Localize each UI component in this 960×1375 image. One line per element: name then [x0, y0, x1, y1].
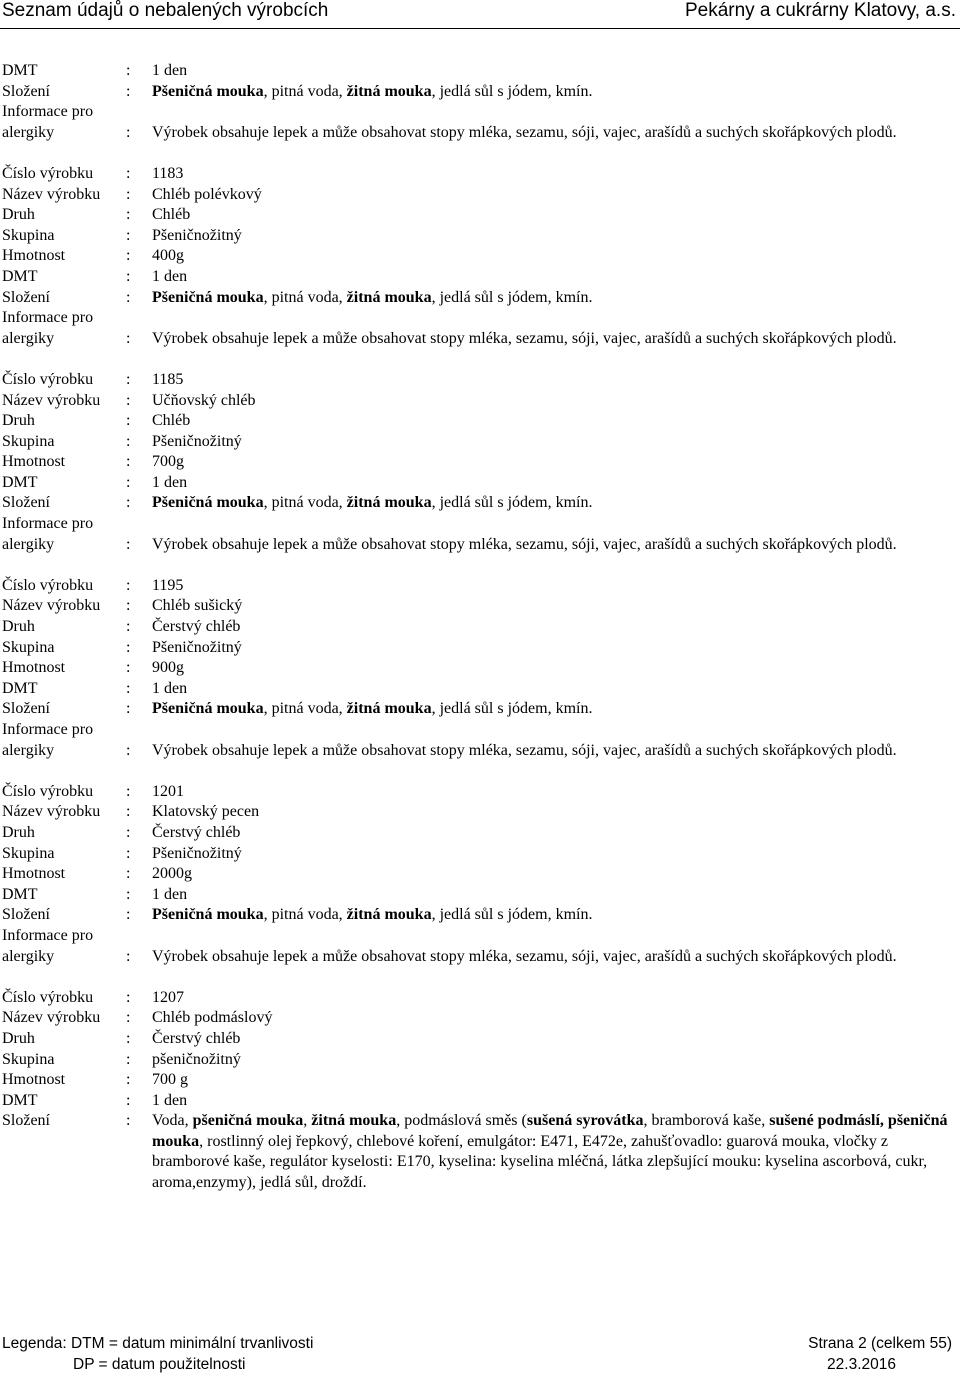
document-date: 22.3.2016 — [827, 1355, 896, 1373]
product-group-label: Skupina — [2, 226, 55, 244]
product-ingredients-row — [2, 288, 952, 309]
product-allergens-label: alergiky — [2, 535, 55, 553]
product-ingredients-text: , jedlá sůl s jódem, kmín. — [431, 494, 593, 512]
product-allergens-row — [2, 514, 952, 535]
product-allergens-row-2 — [2, 947, 952, 968]
product-type-value: Čerstvý chléb — [152, 823, 241, 841]
product-dmt-row — [2, 885, 952, 906]
product-ingredients-text: , jedlá sůl s jódem, kmín. — [431, 288, 593, 306]
colon: : — [126, 288, 131, 306]
product-dmt-row — [2, 61, 952, 82]
product-type-label: Druh — [2, 823, 35, 841]
product-allergens-row-2 — [2, 535, 952, 556]
colon: : — [126, 576, 131, 594]
product-number-value: 1195 — [152, 576, 184, 594]
colon: : — [126, 185, 131, 203]
product-group-row — [2, 1050, 952, 1071]
colon: : — [126, 432, 131, 450]
product-type-label: Druh — [2, 1029, 35, 1047]
product-type-row — [2, 205, 952, 226]
product-dmt-row — [2, 1091, 952, 1112]
colon: : — [126, 267, 131, 285]
product-name-label: Název výrobku — [2, 803, 101, 821]
product-allergens-row — [2, 926, 952, 947]
product-entry — [2, 164, 952, 370]
product-ingredients-text: žitná mouka — [346, 494, 432, 512]
product-ingredients-text: Pšeničná mouka — [152, 288, 264, 306]
product-name-value: Chléb podmáslový — [152, 1009, 273, 1027]
product-ingredients-text: Pšeničná mouka — [152, 494, 264, 512]
product-allergens-label-top: Informace pro — [2, 103, 94, 121]
product-ingredients-text: , pitná voda, — [263, 700, 347, 718]
product-ingredients-text: , podmáslová směs ( — [396, 1112, 527, 1130]
product-dmt-value: 1 den — [152, 679, 188, 697]
product-name-row — [2, 596, 952, 617]
colon: : — [126, 638, 131, 656]
product-group-value: Pšeničnožitný — [152, 844, 242, 862]
product-weight-row — [2, 864, 952, 885]
product-group-row — [2, 844, 952, 865]
product-ingredients-text: , jedlá sůl s jódem, kmín. — [431, 700, 593, 718]
colon: : — [126, 206, 131, 224]
colon: : — [126, 62, 131, 79]
document-title: Seznam údajů o nebalených výrobcích — [2, 0, 329, 21]
colon: : — [126, 1091, 131, 1109]
product-dmt-label: DMT — [2, 1091, 38, 1109]
colon: : — [126, 885, 131, 903]
product-type-row — [2, 823, 952, 844]
product-allergens-text: Výrobek obsahuje lepek a může obsahovat stopy mléka, sezamu, sóji, vajec, arašídů a suchých skořápkových plodů. — [152, 741, 897, 759]
product-name-label: Název výrobku — [2, 391, 101, 409]
product-number-row — [2, 576, 952, 597]
product-ingredients-text: žitná mouka — [346, 700, 432, 718]
colon: : — [126, 597, 131, 615]
colon: : — [126, 473, 131, 491]
product-weight-row — [2, 246, 952, 267]
product-ingredients-label: Složení — [2, 494, 50, 512]
colon: : — [126, 1009, 131, 1027]
product-allergens-label-top: Informace pro — [2, 721, 94, 738]
colon: : — [126, 618, 131, 636]
colon: : — [126, 844, 131, 862]
colon: : — [126, 123, 131, 141]
product-ingredients-row — [2, 82, 952, 103]
product-ingredients-label: Složení — [2, 288, 50, 306]
product-dmt-row — [2, 679, 952, 700]
product-ingredients-text: , pitná voda, — [263, 494, 347, 512]
product-weight-label: Hmotnost — [2, 1071, 66, 1089]
product-entry — [2, 370, 952, 576]
product-allergens-value — [152, 947, 952, 968]
product-allergens-value — [152, 741, 952, 762]
colon: : — [126, 865, 131, 883]
product-name-row — [2, 391, 952, 412]
colon: : — [126, 391, 131, 409]
product-name-row — [2, 1008, 952, 1029]
product-allergens-label: alergiky — [2, 947, 55, 965]
colon: : — [126, 679, 131, 697]
product-allergens-label-top: Informace pro — [2, 309, 94, 327]
product-number-row — [2, 164, 952, 185]
product-ingredients-value — [152, 493, 952, 514]
page-header — [0, 0, 960, 27]
product-allergens-text: Výrobek obsahuje lepek a může obsahovat stopy mléka, sezamu, sóji, vajec, arašídů a suchých skořápkových plodů. — [152, 123, 897, 141]
product-weight-value: 900g — [152, 659, 184, 677]
product-allergens-text: Výrobek obsahuje lepek a může obsahovat stopy mléka, sezamu, sóji, vajec, arašídů a suchých skořápkových plodů. — [152, 329, 897, 347]
entry-gap — [2, 761, 952, 782]
colon: : — [126, 741, 131, 759]
product-ingredients-label: Složení — [2, 1112, 50, 1130]
product-allergens-value — [152, 535, 952, 556]
product-type-label: Druh — [2, 618, 35, 636]
product-allergens-text: Výrobek obsahuje lepek a může obsahovat stopy mléka, sezamu, sóji, vajec, arašídů a suchých skořápkových plodů. — [152, 947, 897, 965]
product-group-value: Pšeničnožitný — [152, 432, 242, 450]
product-allergens-value — [152, 123, 952, 144]
product-ingredients-text: pšeničná mouka — [192, 1112, 304, 1130]
product-allergens-label: alergiky — [2, 123, 55, 141]
colon: : — [126, 453, 131, 471]
product-entry — [2, 61, 952, 164]
product-ingredients-text: Pšeničná mouka — [152, 906, 264, 924]
product-ingredients-row — [2, 493, 952, 514]
header-rule — [0, 28, 960, 29]
product-type-row — [2, 1029, 952, 1050]
product-type-row — [2, 617, 952, 638]
entry-gap — [2, 349, 952, 370]
product-ingredients-label: Složení — [2, 82, 50, 100]
product-name-value: Chléb polévkový — [152, 185, 262, 203]
product-type-value: Chléb — [152, 206, 191, 224]
product-ingredients-text: sušené podmáslí, pšeničná mouka — [152, 1112, 948, 1150]
product-list — [2, 61, 952, 1194]
product-number-value: 1185 — [152, 370, 184, 388]
colon: : — [126, 782, 131, 800]
colon: : — [126, 700, 131, 718]
product-number-row — [2, 370, 952, 391]
product-ingredients-row — [2, 905, 952, 926]
product-group-value: Pšeničnožitný — [152, 226, 242, 244]
product-ingredients-text: Pšeničná mouka — [152, 700, 264, 718]
product-allergens-value — [152, 329, 952, 350]
product-weight-label: Hmotnost — [2, 247, 66, 265]
colon: : — [126, 164, 131, 182]
colon: : — [126, 412, 131, 430]
product-ingredients-text: , pitná voda, — [263, 288, 347, 306]
colon: : — [126, 226, 131, 244]
product-name-label: Název výrobku — [2, 185, 101, 203]
colon: : — [126, 82, 131, 100]
product-entry — [2, 988, 952, 1194]
product-group-value: pšeničnožitný — [152, 1050, 241, 1068]
product-dmt-row — [2, 473, 952, 494]
product-ingredients-text: žitná mouka — [346, 906, 432, 924]
product-dmt-label: DMT — [2, 267, 38, 285]
product-allergens-row-2 — [2, 123, 952, 144]
product-dmt-label: DMT — [2, 885, 38, 903]
product-ingredients-text: , — [303, 1112, 312, 1130]
entry-gap — [2, 967, 952, 988]
product-type-value: Čerstvý chléb — [152, 618, 241, 636]
product-group-row — [2, 432, 952, 453]
product-name-value: Učňovský chléb — [152, 391, 256, 409]
product-group-label: Skupina — [2, 638, 55, 656]
product-group-row — [2, 638, 952, 659]
colon: : — [126, 1071, 131, 1089]
product-ingredients-value — [152, 1111, 952, 1193]
colon: : — [126, 988, 131, 1006]
product-ingredients-text: , pitná voda, — [263, 82, 347, 100]
product-ingredients-text: , jedlá sůl s jódem, kmín. — [431, 906, 593, 924]
product-ingredients-label: Složení — [2, 906, 50, 924]
product-group-label: Skupina — [2, 1050, 55, 1068]
entry-gap — [2, 555, 952, 576]
product-entry — [2, 782, 952, 988]
product-ingredients-row — [2, 699, 952, 720]
product-allergens-label: alergiky — [2, 741, 55, 759]
product-dmt-label: DMT — [2, 679, 38, 697]
product-number-value: 1201 — [152, 782, 184, 800]
product-allergens-label-top: Informace pro — [2, 926, 94, 944]
colon: : — [126, 329, 131, 347]
product-number-label: Číslo výrobku — [2, 782, 94, 800]
product-dmt-value: 1 den — [152, 473, 188, 491]
product-weight-row — [2, 658, 952, 679]
product-number-label: Číslo výrobku — [2, 164, 94, 182]
product-number-value: 1183 — [152, 164, 184, 182]
product-weight-value: 700g — [152, 453, 184, 471]
product-group-label: Skupina — [2, 844, 55, 862]
colon: : — [126, 535, 131, 553]
product-allergens-text: Výrobek obsahuje lepek a může obsahovat stopy mléka, sezamu, sóji, vajec, arašídů a suchých skořápkových plodů. — [152, 535, 897, 553]
product-type-row — [2, 411, 952, 432]
product-name-value: Chléb sušický — [152, 597, 243, 615]
product-group-row — [2, 226, 952, 247]
product-name-row — [2, 185, 952, 206]
product-number-row — [2, 988, 952, 1009]
product-weight-row — [2, 452, 952, 473]
product-entry — [2, 576, 952, 782]
product-weight-value: 400g — [152, 247, 184, 265]
product-ingredients-text: žitná mouka — [346, 82, 432, 100]
product-allergens-row — [2, 308, 952, 329]
product-type-value: Chléb — [152, 412, 191, 430]
product-dmt-value: 1 den — [152, 267, 188, 285]
product-ingredients-text: Voda, — [152, 1112, 193, 1130]
product-ingredients-text: sušená syrovátka — [526, 1112, 644, 1130]
colon: : — [126, 823, 131, 841]
product-number-row — [2, 782, 952, 803]
product-ingredients-text: , jedlá sůl s jódem, kmín. — [431, 82, 593, 100]
product-weight-label: Hmotnost — [2, 659, 66, 677]
product-group-label: Skupina — [2, 432, 55, 450]
product-ingredients-label: Složení — [2, 700, 50, 718]
product-number-label: Číslo výrobku — [2, 576, 94, 594]
product-dmt-label: DMT — [2, 473, 38, 491]
product-ingredients-text: žitná mouka — [311, 1112, 397, 1130]
product-name-label: Název výrobku — [2, 597, 101, 615]
product-name-label: Název výrobku — [2, 1009, 101, 1027]
legend-dp: DP = datum použitelnosti — [73, 1355, 246, 1373]
colon: : — [126, 1050, 131, 1068]
product-dmt-row — [2, 267, 952, 288]
product-number-label: Číslo výrobku — [2, 988, 94, 1006]
colon: : — [126, 947, 131, 965]
product-ingredients-text: Pšeničná mouka — [152, 82, 264, 100]
product-number-label: Číslo výrobku — [2, 370, 94, 388]
product-ingredients-text: , pitná voda, — [263, 906, 347, 924]
product-type-label: Druh — [2, 412, 35, 430]
colon: : — [126, 906, 131, 924]
colon: : — [126, 247, 131, 265]
product-name-value: Klatovský pecen — [152, 803, 260, 821]
product-ingredients-text: , bramborová kaše, — [643, 1112, 770, 1130]
product-group-value: Pšeničnožitný — [152, 638, 242, 656]
product-weight-label: Hmotnost — [2, 865, 66, 883]
product-ingredients-row — [2, 1111, 952, 1193]
page-number: Strana 2 (celkem 55) — [808, 1335, 952, 1352]
product-allergens-row — [2, 720, 952, 741]
product-dmt-value: 1 den — [152, 1091, 188, 1109]
product-ingredients-value — [152, 288, 952, 309]
product-ingredients-text: , rostlinný olej řepkový, chlebové koření, emulgátor: E471, E472e, zahušťovadlo: guarová mouka, vločky z bramborové kaše, regulátor kyselosti: E170, kyselina: kyselina mléčná, látka zlepšující mouku: kyselina ascorbová, cukr, aroma,enzymy), jedlá sůl, droždí. — [152, 1132, 928, 1192]
colon: : — [126, 803, 131, 821]
product-allergens-label: alergiky — [2, 329, 55, 347]
colon: : — [126, 370, 131, 388]
product-name-row — [2, 802, 952, 823]
product-dmt-value: 1 den — [152, 885, 188, 903]
entry-gap — [2, 143, 952, 164]
product-weight-value: 2000g — [152, 865, 192, 883]
product-ingredients-value — [152, 82, 952, 103]
colon: : — [126, 1112, 131, 1130]
product-weight-row — [2, 1070, 952, 1091]
colon: : — [126, 659, 131, 677]
product-weight-value: 700 g — [152, 1071, 188, 1089]
company-name: Pekárny a cukrárny Klatovy, a.s. — [684, 0, 956, 21]
product-dmt-label: DMT — [2, 62, 38, 79]
page-footer — [0, 1334, 960, 1375]
colon: : — [126, 1029, 131, 1047]
product-ingredients-value — [152, 905, 952, 926]
product-allergens-label-top: Informace pro — [2, 515, 94, 533]
colon: : — [126, 494, 131, 512]
legend-dmt: Legenda: DTM = datum minimální trvanlivosti — [2, 1335, 314, 1352]
product-ingredients-value — [152, 699, 952, 720]
product-number-value: 1207 — [152, 988, 184, 1006]
product-type-label: Druh — [2, 206, 35, 224]
product-ingredients-text: žitná mouka — [346, 288, 432, 306]
product-allergens-row-2 — [2, 741, 952, 762]
product-allergens-row — [2, 102, 952, 123]
product-dmt-value: 1 den — [152, 62, 188, 79]
product-allergens-row-2 — [2, 329, 952, 350]
product-weight-label: Hmotnost — [2, 453, 66, 471]
product-type-value: Čerstvý chléb — [152, 1029, 241, 1047]
